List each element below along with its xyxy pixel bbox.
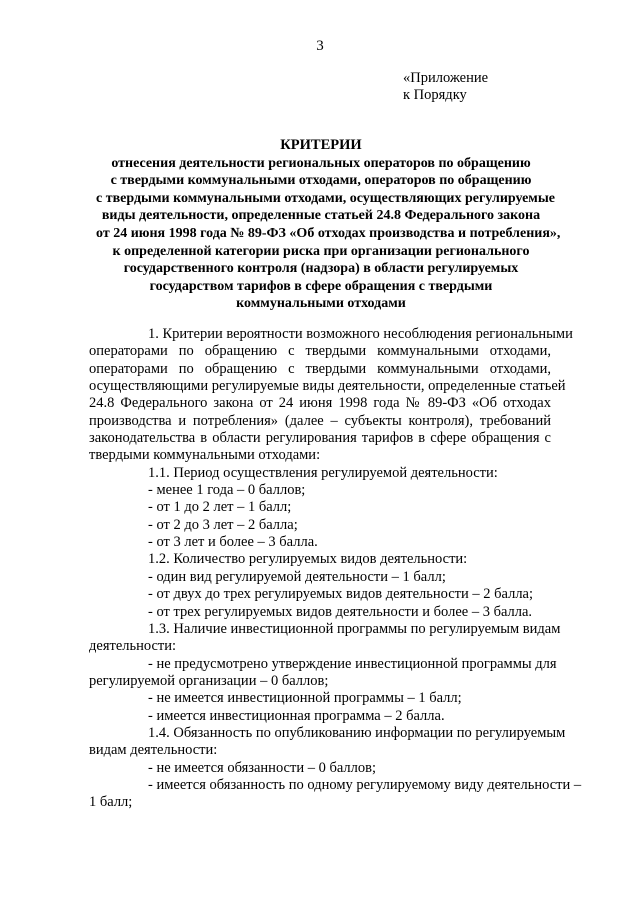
paragraph-line: деятельности: xyxy=(89,638,177,655)
criterion-1-4-title xyxy=(89,724,566,760)
paragraph-line: - имеется обязанность по одному регулируемому виду деятельности – xyxy=(148,776,582,793)
document-heading xyxy=(96,137,561,313)
criterion-item: - не имеется инвестиционной программы – 1 балл; xyxy=(148,690,462,707)
criterion-item: - не имеется обязанности – 0 баллов; xyxy=(148,759,376,776)
heading-line: с твердыми коммунальными отходами, осуществляющих регулируемые xyxy=(96,190,555,206)
criterion-item: - от 2 до 3 лет – 2 балла; xyxy=(148,516,298,533)
heading-line: коммунальными отходами xyxy=(236,296,406,312)
criterion-item: - от трех регулируемых видов деятельности и более – 3 балла. xyxy=(148,603,533,620)
criterion-item: - менее 1 года – 0 баллов; xyxy=(148,482,306,499)
heading-line: государственного контроля (надзора) в области регулируемых xyxy=(123,261,519,277)
heading-line: с твердыми коммунальными отходами, операторов по обращению xyxy=(110,173,532,189)
annex-line-2: к Порядку xyxy=(403,87,467,103)
paragraph-line: законодательства в области регулирования тарифов в сфере обращения с xyxy=(89,430,551,447)
heading-line: от 24 июня 1998 года № 89-ФЗ «Об отходах производства и потребления», xyxy=(96,225,561,241)
criterion-item: - от 1 до 2 лет – 1 балл; xyxy=(148,499,292,516)
heading-line: к определенной категории риска при организации регионального xyxy=(112,243,530,259)
criterion-1-3-title xyxy=(89,620,561,656)
document-body xyxy=(89,326,582,812)
paragraph-line: - не предусмотрено утверждение инвестиционной программы для xyxy=(148,655,557,672)
paragraph-line: 1.4. Обязанность по опубликованию информации по регулируемым xyxy=(148,724,566,741)
paragraph-line: видам деятельности: xyxy=(89,742,218,759)
heading-title: КРИТЕРИИ xyxy=(280,137,362,153)
page-number: 3 xyxy=(316,38,324,54)
paragraph-line: 1. Критерии вероятности возможного несоблюдения региональными xyxy=(148,326,573,342)
heading-line: государством тарифов в сфере обращения с твердыми xyxy=(149,278,493,294)
criterion-item: - имеется инвестиционная программа – 2 балла. xyxy=(148,707,445,724)
criterion-item xyxy=(89,776,582,812)
paragraph-line: осуществляющими регулируемые виды деятельности, определенные статьей xyxy=(89,378,566,395)
paragraph-line: твердыми коммунальными отходами: xyxy=(89,447,321,464)
heading-line: виды деятельности, определенные статьей 24.8 Федерального закона xyxy=(101,208,541,224)
annex-reference xyxy=(403,70,488,104)
criterion-item: - один вид регулируемой деятельности – 1 балл; xyxy=(148,568,446,585)
heading-line: отнесения деятельности региональных операторов по обращению xyxy=(111,155,531,171)
paragraph-line: операторами по обращению с твердыми коммунальными отходами, xyxy=(89,343,551,360)
section-1-paragraph xyxy=(89,326,573,465)
criterion-item: - от двух до трех регулируемых видов деятельности – 2 балла; xyxy=(148,586,534,603)
paragraph-line: регулируемой организации – 0 баллов; xyxy=(89,672,329,689)
paragraph-line: производства и потребления» (далее – субъекты контроля), требований xyxy=(89,412,551,429)
paragraph-line: операторами по обращению с твердыми коммунальными отходами, xyxy=(89,360,551,377)
criterion-1-2-title: 1.2. Количество регулируемых видов деятельности: xyxy=(148,551,468,568)
criterion-1-1-title: 1.1. Период осуществления регулируемой деятельности: xyxy=(148,464,498,481)
criterion-item: - от 3 лет и более – 3 балла. xyxy=(148,534,318,551)
annex-line-1: «Приложение xyxy=(403,70,489,86)
paragraph-line: 1 балл; xyxy=(89,794,133,811)
criterion-item xyxy=(89,655,557,691)
paragraph-line: 24.8 Федерального закона от 24 июня 1998 года № 89-ФЗ «Об отходах xyxy=(89,395,551,412)
paragraph-line: 1.3. Наличие инвестиционной программы по регулируемым видам xyxy=(148,620,561,637)
